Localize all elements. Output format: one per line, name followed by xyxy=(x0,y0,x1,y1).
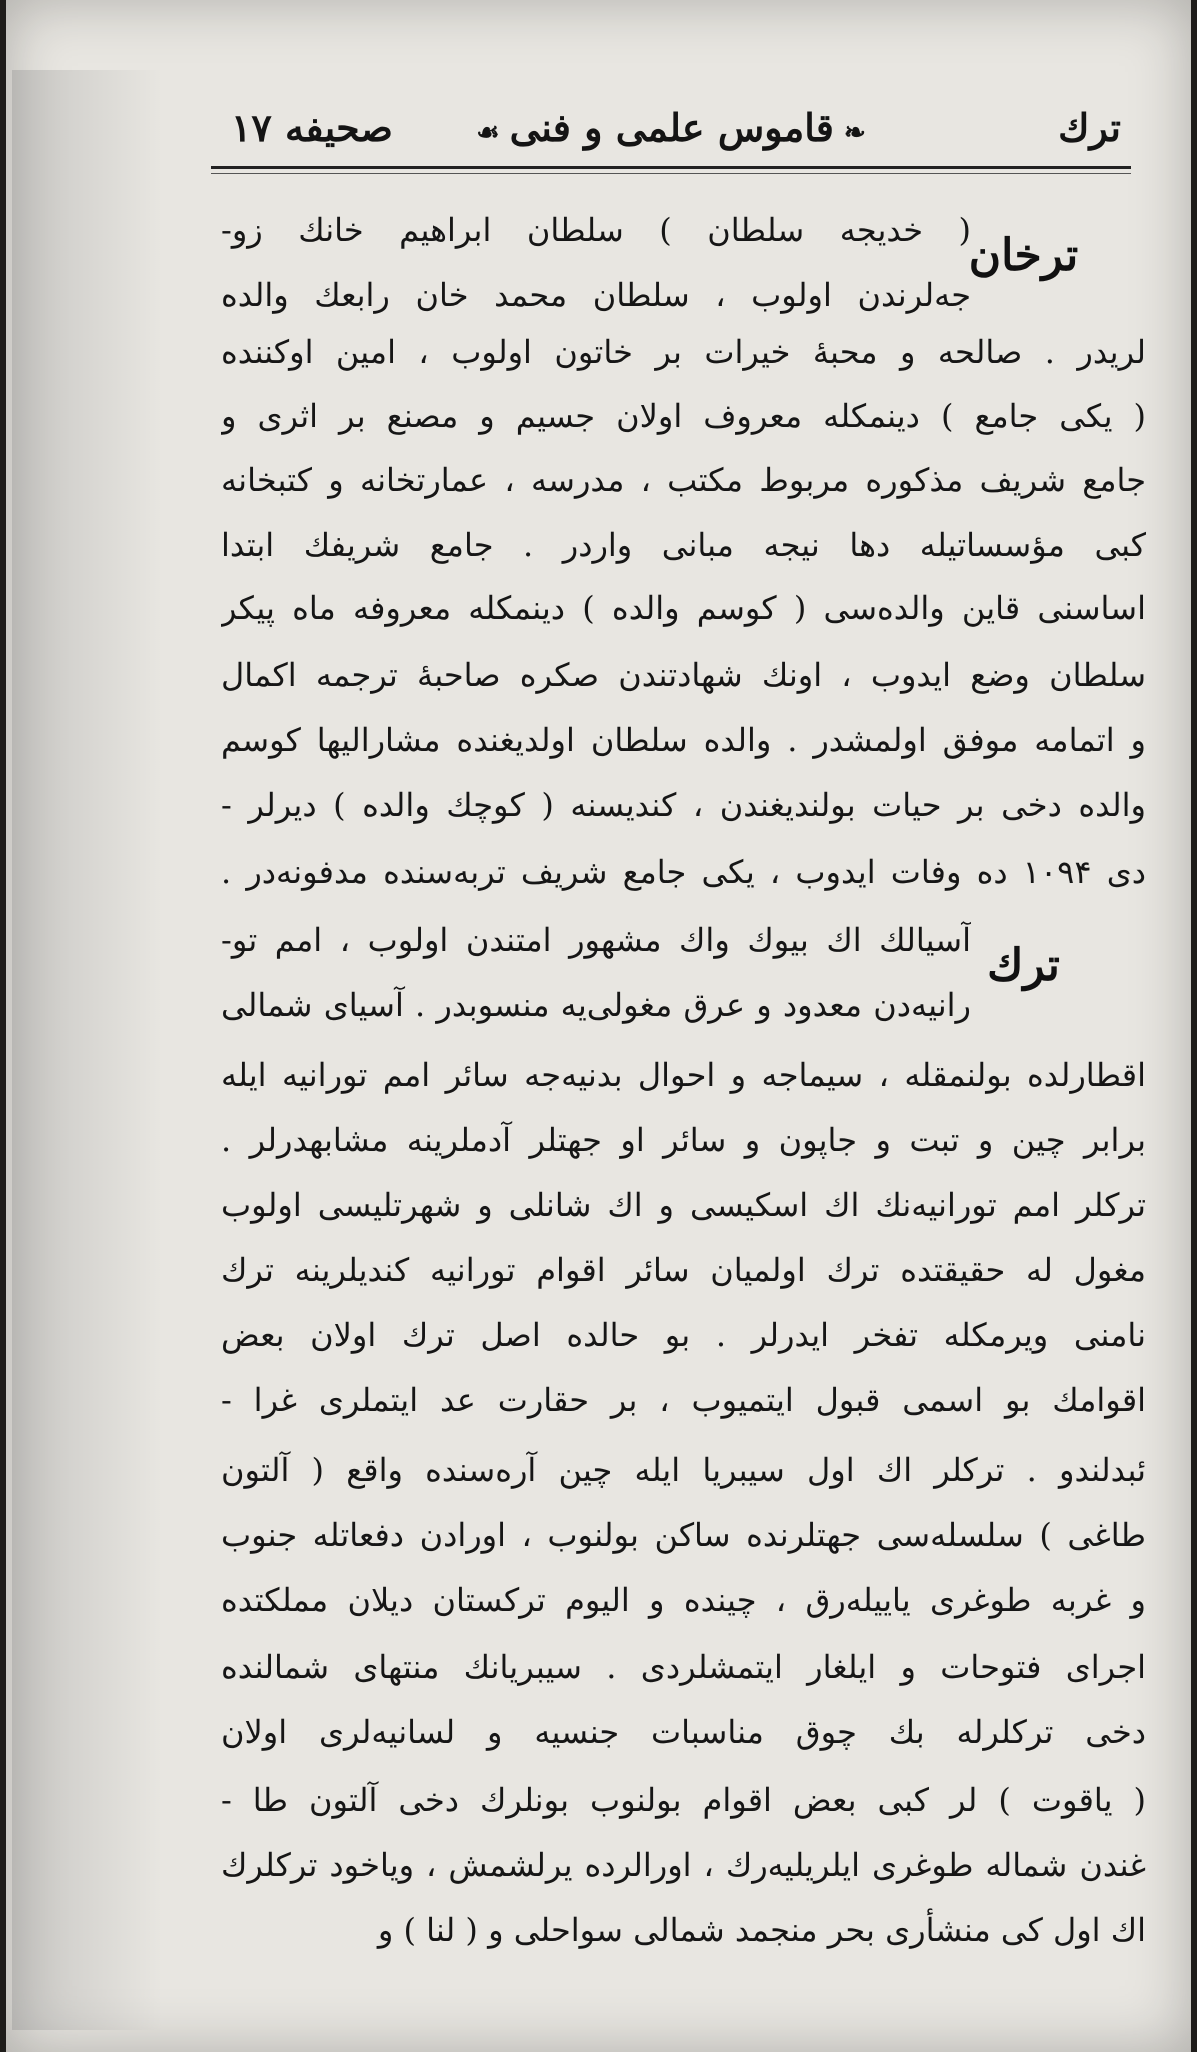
book-page xyxy=(6,0,1191,2052)
text-line: و اتمامه موفق اولمشدر . والده سلطان اولدیغنده مشارالیها کوسم xyxy=(221,721,1146,759)
text-line: والده دخی بر حیات بولندیغندن ، کندیسنه ( کوچك والده ) دیرلر - xyxy=(221,786,1146,824)
bleed-through-shadow xyxy=(12,70,162,2030)
text-line: اساسنی قاین والده‌سی ( کوسم والده ) دینمکله معروفه ماه پیکر xyxy=(221,589,1146,627)
text-line: نامنی ویرمکله تفخر ایدرلر . بو حالده اصل ترك اولان بعض xyxy=(221,1316,1146,1354)
text-line: مغول له حقیقتده ترك اولمیان سائر اقوام تورانیه کندیلرینه ترك xyxy=(221,1251,1146,1289)
ornament-icon: ☙ xyxy=(476,118,500,148)
text-line: ئبدلندو . ترکلر اك اول سیبریا ایله چین آره‌سنده واقع ( آلتون xyxy=(221,1451,1146,1489)
text-line: و غربه طوغری یاییله‌رق ، چینده و الیوم ترکستان دیلان مملکتده xyxy=(221,1581,1146,1619)
text-line: اقوامك بو اسمی قبول ایتمیوب ، بر حقارت عد ایتملری غرا - xyxy=(221,1381,1146,1419)
text-line: دی ۱۰۹۴ ده وفات ایدوب ، یکی جامع شریف تربه‌سنده مدفونه‌در . xyxy=(221,853,1146,891)
text-line: غندن شماله طوغری ایلریلیه‌رك ، اورالرده یرلشمش ، ویاخود ترکلرك xyxy=(221,1846,1146,1884)
ornament-icon: ❧ xyxy=(843,118,866,148)
text-line: لریدر . صالحه و محبۀ خیرات بر خاتون اولوب ، امین اوکننده xyxy=(221,333,1146,371)
text-line: طاغی ) سلسله‌سی جهتلرنده ساکن بولنوب ، اورادن دفعاتله جنوب xyxy=(221,1516,1146,1554)
text-line: کبی مؤسساتیله دها نیجه مبانی واردر . جامع شریفك ابتدا xyxy=(221,526,1146,564)
text-line: اك اول کی منشأری بحر منجمد شمالی سواحلی و ( لنا ) و xyxy=(377,1911,1146,1949)
header-left-word: ترك xyxy=(1058,105,1121,150)
text-line: سلطان وضع ایدوب ، اونك شهادتندن صکره صاحبۀ ترجمه اکمال xyxy=(221,656,1146,694)
entry-headword: ترخان xyxy=(968,230,1079,281)
header-title: قاموس علمی و فنی xyxy=(509,105,834,150)
page-number: صحیفه ۱۷ xyxy=(231,105,393,150)
text-line: برابر چین و تبت و جاپون و سائر او جهتلر آدملرینه مشابهدرلر . xyxy=(221,1121,1146,1159)
text-line: دخی ترکلرله بك چوق مناسبات جنسیه و لسانیه‌لری اولان xyxy=(221,1713,1146,1751)
text-line: آسیالك اك بیوك واك مشهور امتندن اولوب ، امم تو- xyxy=(221,921,971,959)
header-rule xyxy=(211,166,1131,169)
text-line: جه‌لرندن اولوب ، سلطان محمد خان رابعك والده xyxy=(221,276,971,314)
text-line: رانیه‌دن معدود و عرق مغولی‌یه منسوبدر . آسیای شمالی xyxy=(221,986,971,1024)
text-line: اقطارلده بولنمقله ، سیماجه و احوال بدنیه‌جه سائر امم تورانیه ایله xyxy=(221,1056,1146,1094)
text-line: ترکلر امم تورانیه‌نك اك اسکیسی و اك شانلی و شهرتلیسی اولوب xyxy=(221,1186,1146,1224)
running-header xyxy=(211,95,1131,167)
text-line: ( یکی جامع ) دینمکله معروف اولان جسیم و مصنع بر اثری و xyxy=(221,397,1146,435)
text-line: جامع شریف مذکوره مربوط مکتب ، مدرسه ، عمارتخانه و کتبخانه xyxy=(221,461,1146,499)
text-line: اجرای فتوحات و ایلغار ایتمشلردی . سیبریانك منتهای شمالنده xyxy=(221,1648,1146,1686)
text-line: ( خدیجه سلطان ) سلطان ابراهیم خانك زو- xyxy=(221,211,971,249)
entry-headword: ترك xyxy=(987,940,1060,991)
text-line: ( یاقوت ) لر کبی بعض اقوام بولنوب بونلرك دخی آلتون طا - xyxy=(221,1781,1146,1819)
header-rule-thin xyxy=(211,173,1131,174)
